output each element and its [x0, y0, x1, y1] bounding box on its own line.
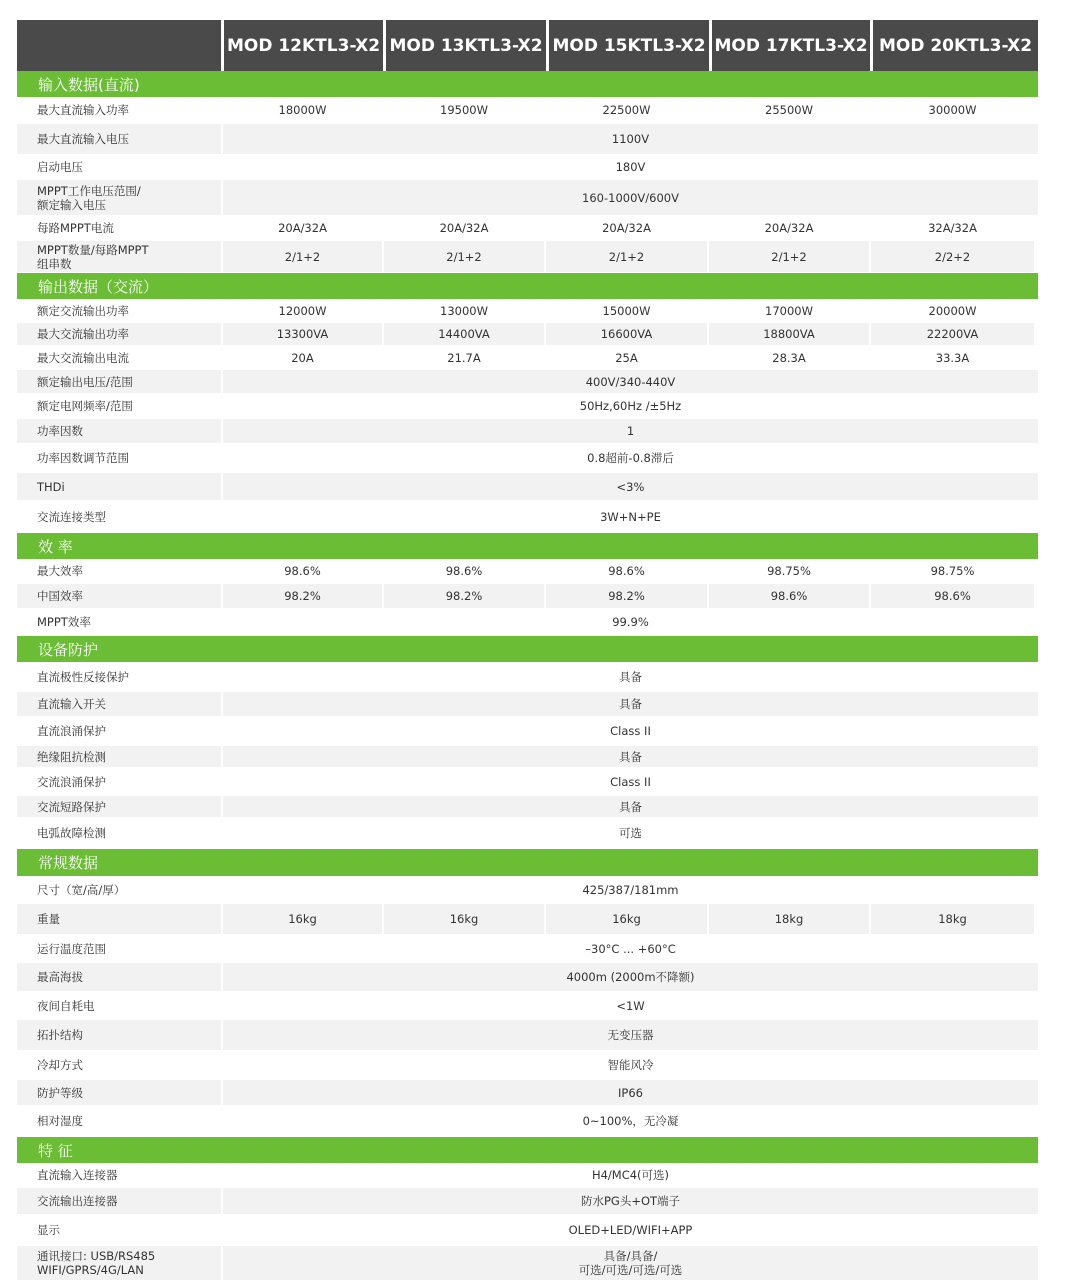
shared-value-cell: <3%: [223, 473, 1038, 500]
shared-value-cell: 99.9%: [223, 609, 1038, 635]
row-label: 交流输出连接器: [17, 1188, 221, 1214]
value-cell: 20A/32A: [709, 216, 869, 240]
row-label: 交流短路保护: [17, 796, 221, 817]
table-row: [17, 717, 1038, 746]
table-row: [17, 1051, 1038, 1080]
value-cell: 19500W: [384, 97, 544, 123]
section-header: 效 率: [17, 533, 1038, 559]
value-cell: 98.6%: [384, 559, 544, 583]
section-header: 常规数据: [17, 849, 1038, 876]
table-row: [17, 584, 1038, 609]
section-header: 输入数据(直流): [17, 71, 1038, 97]
shared-value-cell: 0.8超前-0.8滞后: [223, 444, 1038, 472]
row-label: 直流输入开关: [17, 692, 221, 716]
value-cell: 16kg: [546, 904, 707, 934]
row-label: 交流浪涌保护: [17, 768, 221, 795]
row-label: 启动电压: [17, 155, 221, 179]
table-row: [17, 299, 1038, 323]
row-label: 最大效率: [17, 559, 221, 583]
table-row: [17, 963, 1038, 992]
value-cell: 20A: [223, 346, 382, 369]
row-label: 通讯接口: USB/RS485 WIFI/GPRS/4G/LAN: [17, 1246, 221, 1280]
spec-body: [17, 71, 1038, 1281]
section-header: 特 征: [17, 1137, 1038, 1163]
value-cell: 16kg: [223, 904, 382, 934]
row-label: 中国效率: [17, 584, 221, 608]
value-cell: 2/1+2: [709, 241, 869, 272]
value-cell: 18800VA: [709, 323, 869, 345]
value-cell: 98.2%: [546, 584, 707, 608]
row-label: 冷却方式: [17, 1051, 221, 1079]
shared-value-cell: Class II: [223, 768, 1038, 795]
shared-value-cell: Class II: [223, 717, 1038, 745]
model-header-4: MOD 17KTL3-X2: [712, 20, 870, 71]
table-row: [17, 796, 1038, 818]
header-corner-cell: [17, 20, 221, 71]
shared-value-cell: 具备: [223, 662, 1038, 691]
table-row: [17, 1215, 1038, 1246]
table-row: [17, 444, 1038, 473]
value-cell: 20A/32A: [223, 216, 382, 240]
shared-value-cell: 400V/340-440V: [223, 370, 1038, 393]
value-cell: 98.75%: [871, 559, 1034, 583]
shared-value-cell: OLED+LED/WIFI+APP: [223, 1215, 1038, 1245]
row-label: 最大直流输入功率: [17, 97, 221, 123]
row-label: 直流极性反接保护: [17, 662, 221, 691]
shared-value-cell: 智能风冷: [223, 1051, 1038, 1079]
table-row: [17, 818, 1038, 849]
table-row: [17, 180, 1038, 216]
value-cell: 33.3A: [871, 346, 1034, 369]
table-row: [17, 746, 1038, 768]
shared-value-cell: <1W: [223, 992, 1038, 1019]
value-cell: 22200VA: [871, 323, 1034, 345]
shared-value-cell: IP66: [223, 1080, 1038, 1105]
spec-table: [17, 20, 1038, 1281]
model-header-5: MOD 20KTL3-X2: [873, 20, 1038, 71]
table-row: [17, 1080, 1038, 1106]
table-row: [17, 1188, 1038, 1215]
value-cell: 17000W: [709, 299, 869, 322]
table-row: [17, 241, 1038, 273]
shared-value-cell: 425/387/181mm: [223, 876, 1038, 903]
row-label: MPPT效率: [17, 609, 221, 635]
value-cell: 98.6%: [223, 559, 382, 583]
value-cell: 18kg: [709, 904, 869, 934]
table-row: [17, 97, 1038, 124]
table-row: [17, 216, 1038, 241]
row-label: 最高海拔: [17, 963, 221, 991]
value-cell: 25500W: [709, 97, 869, 123]
row-label: 最大交流输出电流: [17, 346, 221, 369]
row-label: 相对湿度: [17, 1106, 221, 1136]
table-row: [17, 1163, 1038, 1188]
row-label: 直流输入连接器: [17, 1163, 221, 1187]
value-cell: 13000W: [384, 299, 544, 322]
table-row: [17, 992, 1038, 1020]
shared-value-cell: H4/MC4(可选): [223, 1163, 1038, 1187]
row-label: THDi: [17, 473, 221, 500]
shared-value-cell: 具备: [223, 746, 1038, 767]
value-cell: 15000W: [546, 299, 707, 322]
shared-value-cell: 可选: [223, 818, 1038, 848]
row-label: 拓扑结构: [17, 1020, 221, 1050]
value-cell: 12000W: [223, 299, 382, 322]
value-cell: 20000W: [871, 299, 1034, 322]
value-cell: 98.2%: [384, 584, 544, 608]
value-cell: 98.6%: [546, 559, 707, 583]
row-label: 额定输出电压/范围: [17, 370, 221, 393]
value-cell: 98.2%: [223, 584, 382, 608]
row-label: MPPT工作电压范围/ 额定输入电压: [17, 180, 221, 215]
value-cell: 25A: [546, 346, 707, 369]
shared-value-cell: 具备/具备/ 可选/可选/可选/可选: [223, 1246, 1038, 1280]
value-cell: 98.75%: [709, 559, 869, 583]
row-label: 额定交流输出功率: [17, 299, 221, 322]
row-label: 额定电网频率/范围: [17, 394, 221, 418]
model-header-3: MOD 15KTL3-X2: [549, 20, 709, 71]
row-label: 交流连接类型: [17, 501, 221, 532]
row-label: 直流浪涌保护: [17, 717, 221, 745]
table-row: [17, 904, 1038, 935]
table-row: [17, 323, 1038, 346]
shared-value-cell: 3W+N+PE: [223, 501, 1038, 532]
value-cell: 20A/32A: [546, 216, 707, 240]
table-row: [17, 346, 1038, 370]
row-label: 防护等级: [17, 1080, 221, 1105]
shared-value-cell: 1100V: [223, 124, 1038, 154]
section-header: 输出数据（交流）: [17, 273, 1038, 299]
value-cell: 32A/32A: [871, 216, 1034, 240]
table-row: [17, 559, 1038, 584]
model-header-2: MOD 13KTL3-X2: [386, 20, 546, 71]
table-row: [17, 1020, 1038, 1051]
shared-value-cell: 1: [223, 419, 1038, 443]
value-cell: 22500W: [546, 97, 707, 123]
row-label: 最大交流输出功率: [17, 323, 221, 345]
value-cell: 16600VA: [546, 323, 707, 345]
table-row: [17, 124, 1038, 155]
table-row: [17, 876, 1038, 904]
value-cell: 13300VA: [223, 323, 382, 345]
row-label: 最大直流输入电压: [17, 124, 221, 154]
model-header-1: MOD 12KTL3-X2: [224, 20, 383, 71]
table-row: [17, 1246, 1038, 1281]
shared-value-cell: –30°C ... +60°C: [223, 935, 1038, 962]
table-row: [17, 394, 1038, 419]
shared-value-cell: 无变压器: [223, 1020, 1038, 1050]
value-cell: 18000W: [223, 97, 382, 123]
section-header: 设备防护: [17, 636, 1038, 662]
table-row: [17, 370, 1038, 394]
row-label: 电弧故障检测: [17, 818, 221, 848]
table-row: [17, 935, 1038, 963]
value-cell: 30000W: [871, 97, 1034, 123]
model-header-row: [17, 20, 1038, 71]
value-cell: 16kg: [384, 904, 544, 934]
shared-value-cell: 4000m (2000m不降额): [223, 963, 1038, 991]
shared-value-cell: 50Hz,60Hz /±5Hz: [223, 394, 1038, 418]
row-label: MPPT数量/每路MPPT 组串数: [17, 241, 221, 272]
table-row: [17, 501, 1038, 533]
shared-value-cell: 0~100%，无冷凝: [223, 1106, 1038, 1136]
value-cell: 21.7A: [384, 346, 544, 369]
table-row: [17, 609, 1038, 636]
row-label: 运行温度范围: [17, 935, 221, 962]
row-label: 绝缘阻抗检测: [17, 746, 221, 767]
row-label: 夜间自耗电: [17, 992, 221, 1019]
value-cell: 20A/32A: [384, 216, 544, 240]
shared-value-cell: 具备: [223, 692, 1038, 716]
value-cell: 28.3A: [709, 346, 869, 369]
value-cell: 2/1+2: [546, 241, 707, 272]
row-label: 功率因数: [17, 419, 221, 443]
shared-value-cell: 防水PG头+OT端子: [223, 1188, 1038, 1214]
shared-value-cell: 具备: [223, 796, 1038, 817]
table-row: [17, 1106, 1038, 1137]
value-cell: 2/1+2: [223, 241, 382, 272]
value-cell: 18kg: [871, 904, 1034, 934]
shared-value-cell: 160-1000V/600V: [223, 180, 1038, 215]
shared-value-cell: 180V: [223, 155, 1038, 179]
table-row: [17, 155, 1038, 180]
table-row: [17, 419, 1038, 444]
table-row: [17, 692, 1038, 717]
value-cell: 98.6%: [871, 584, 1034, 608]
row-label: 尺寸（宽/高/厚）: [17, 876, 221, 903]
table-row: [17, 768, 1038, 796]
value-cell: 2/1+2: [384, 241, 544, 272]
row-label: 每路MPPT电流: [17, 216, 221, 240]
value-cell: 14400VA: [384, 323, 544, 345]
row-label: 重量: [17, 904, 221, 934]
row-label: 显示: [17, 1215, 221, 1245]
table-row: [17, 662, 1038, 692]
value-cell: 98.6%: [709, 584, 869, 608]
table-row: [17, 473, 1038, 501]
row-label: 功率因数调节范围: [17, 444, 221, 472]
value-cell: 2/2+2: [871, 241, 1034, 272]
